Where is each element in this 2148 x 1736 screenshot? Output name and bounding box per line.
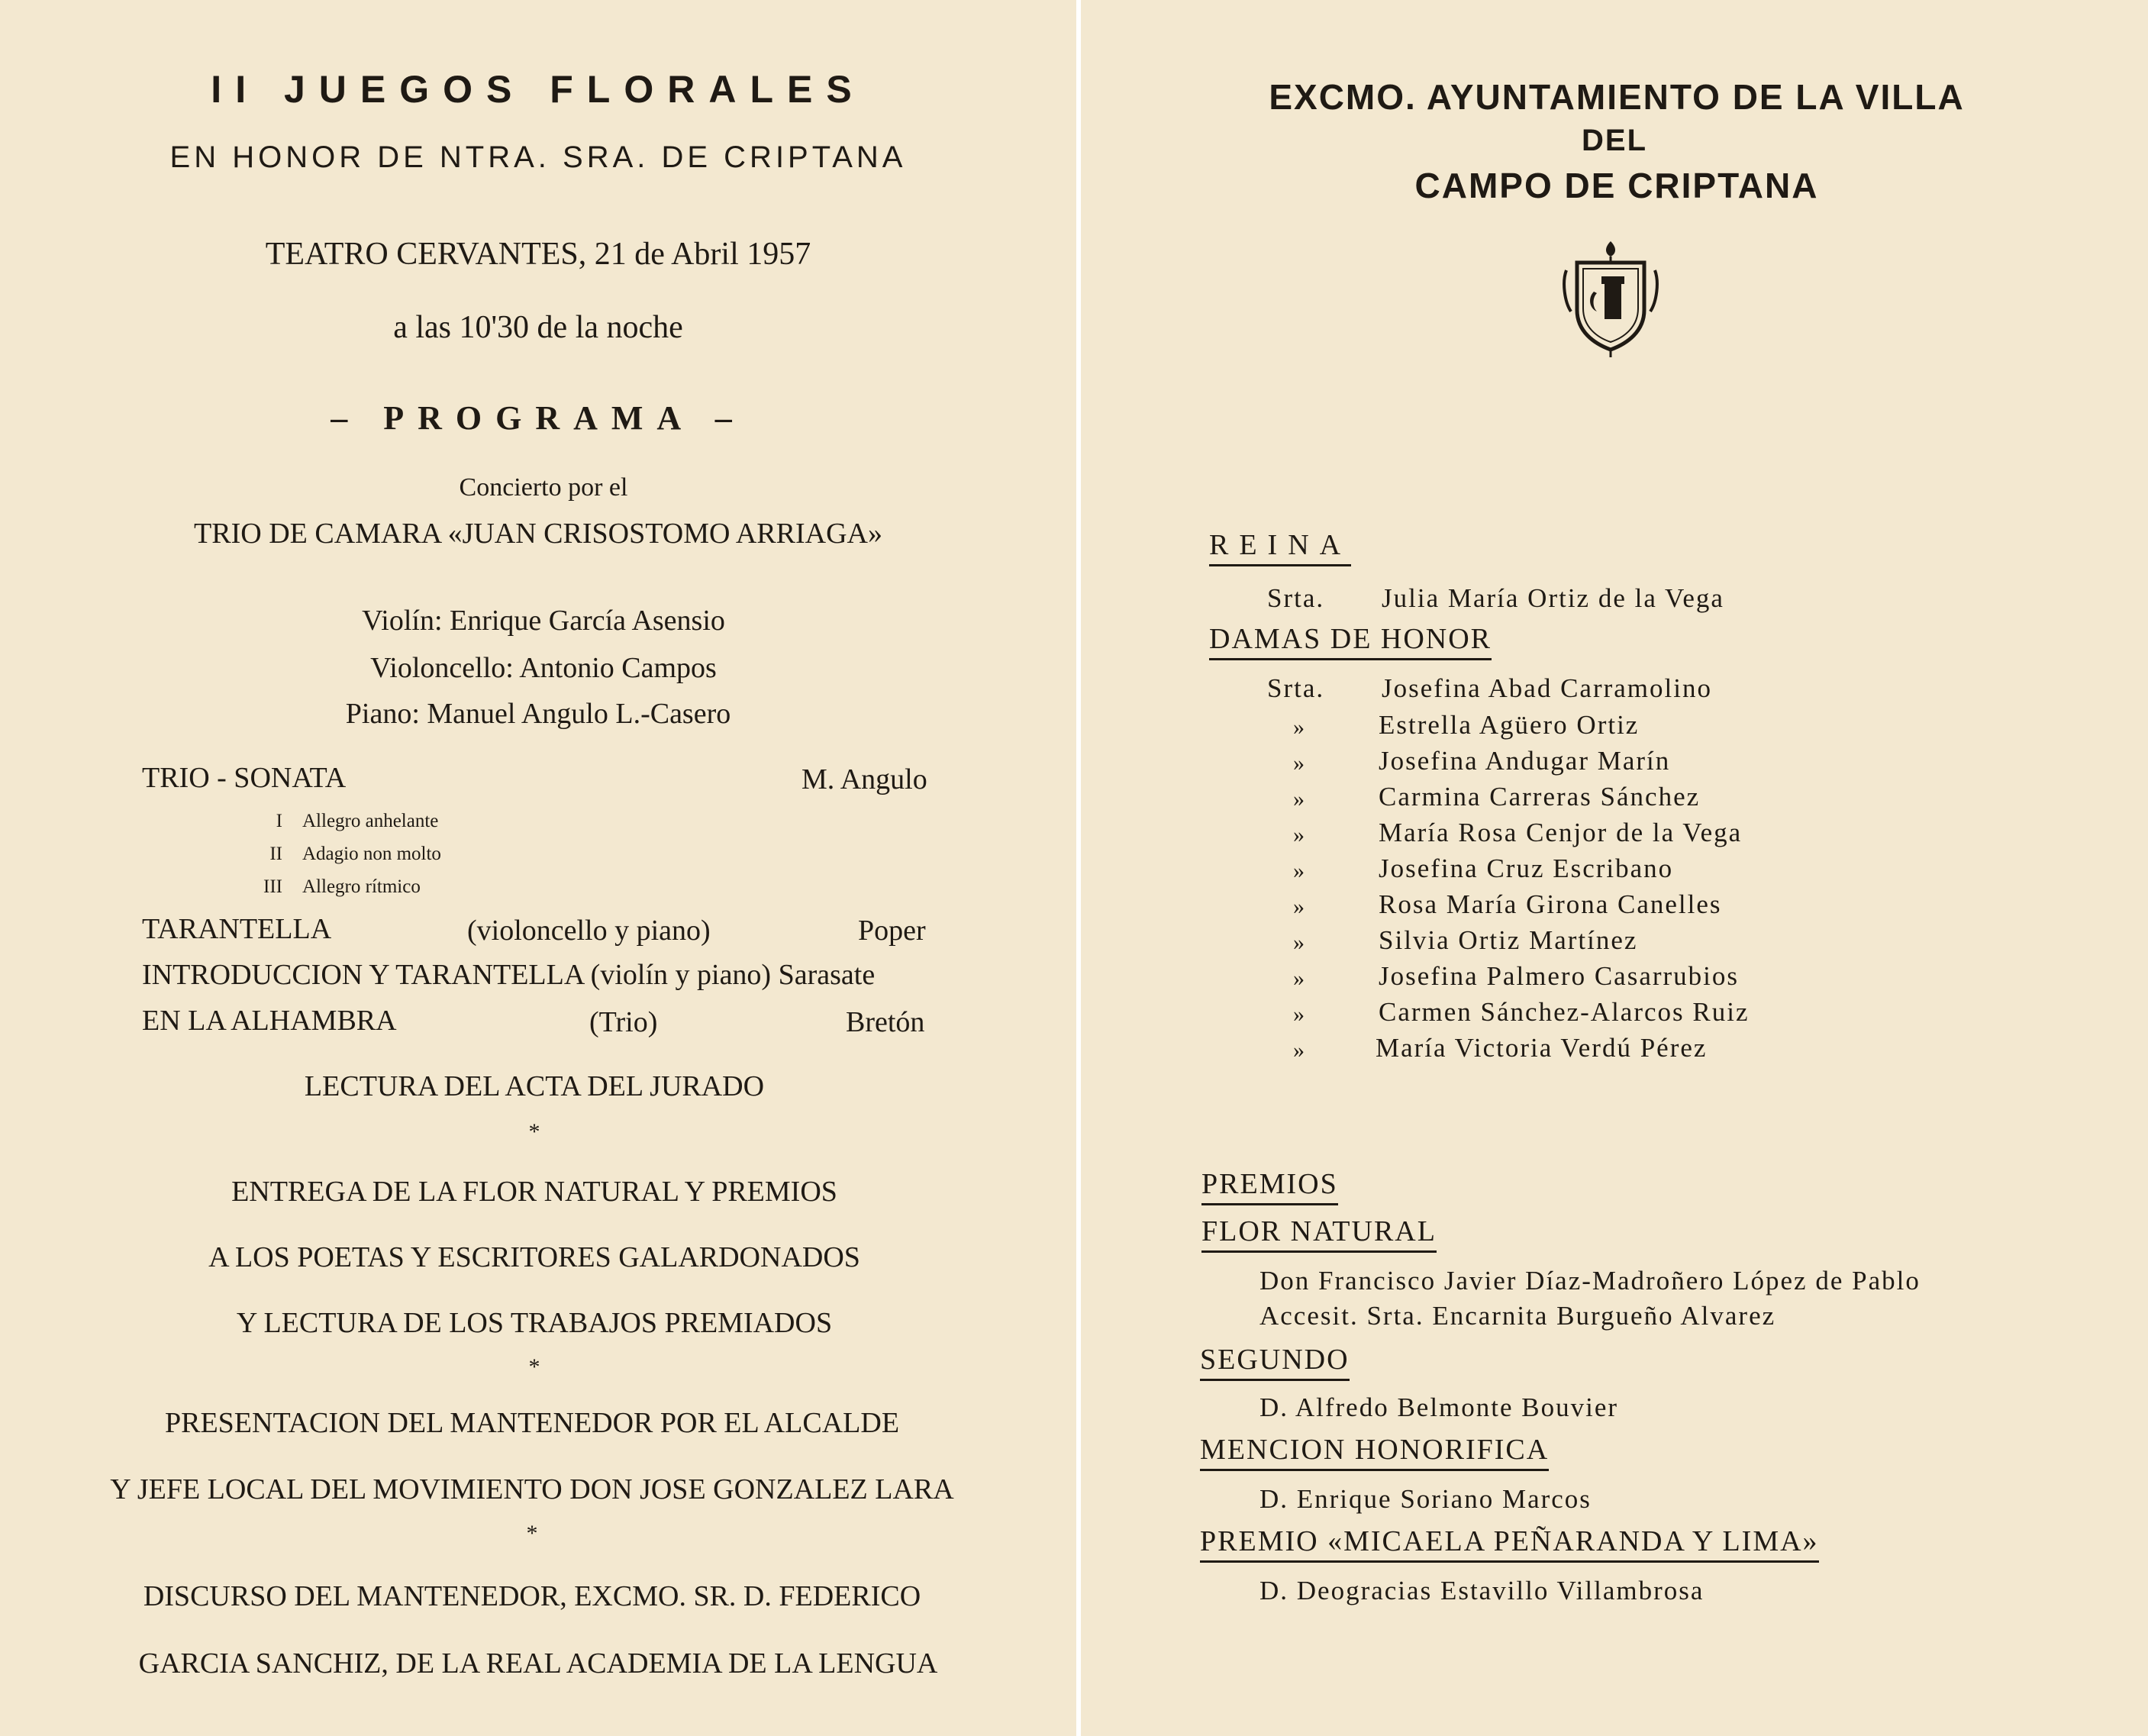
flor-natural-winner: Don Francisco Javier Díaz-Madroñero López de Pablo	[1259, 1266, 1921, 1296]
ditto-mark: »	[1293, 930, 1305, 955]
micaela-prize-heading: PREMIO «MICAELA PEÑARANDA Y LIMA»	[1200, 1527, 1819, 1563]
ditto-mark: »	[1293, 715, 1305, 740]
ditto-mark: »	[1293, 822, 1305, 847]
flor-natural-accesit: Accesit. Srta. Encarnita Burgueño Alvarez	[1259, 1301, 1776, 1331]
sonata-title: TRIO - SONATA	[142, 762, 347, 794]
entrega-line: ENTREGA DE LA FLOR NATURAL Y PREMIOS	[231, 1176, 837, 1208]
separator-star: *	[528, 1354, 540, 1379]
council-header: EXCMO. AYUNTAMIENTO DE LA VILLA	[1269, 77, 1965, 117]
piece-title: TARANTELLA	[142, 913, 332, 945]
dama-name: María Victoria Verdú Pérez	[1376, 1033, 1708, 1063]
separator-star: *	[528, 1119, 540, 1144]
event-time: a las 10'30 de la noche	[393, 310, 683, 345]
reina-title: Srta.	[1267, 583, 1325, 613]
ditto-mark: »	[1293, 966, 1305, 991]
ditto-mark: »	[1293, 858, 1305, 883]
event-title: II JUEGOS FLORALES	[211, 68, 866, 111]
entrega-line: Y LECTURA DE LOS TRABAJOS PREMIADOS	[236, 1307, 833, 1339]
piece-line: INTRODUCCION Y TARANTELLA (violín y piano) Sarasate	[142, 959, 876, 991]
presentacion-line: PRESENTACION DEL MANTENEDOR POR EL ALCALDE	[164, 1407, 900, 1439]
dama-name: Estrella Agüero Ortiz	[1379, 710, 1640, 740]
dama-name: Rosa María Girona Canelles	[1379, 889, 1722, 919]
dama-name: María Rosa Cenjor de la Vega	[1379, 818, 1743, 847]
council-header-town: CAMPO DE CRIPTANA	[1414, 166, 1819, 205]
piece-instrumentation: (violoncello y piano)	[467, 915, 711, 947]
segundo-heading: SEGUNDO	[1200, 1345, 1350, 1381]
movement-number: I	[276, 811, 282, 831]
movement-name: Allegro anhelante	[302, 811, 439, 831]
musician-cello: Violoncello: Antonio Campos	[370, 652, 717, 684]
movement-name: Adagio non molto	[302, 844, 441, 864]
damas-title: Srta.	[1267, 673, 1325, 703]
musician-piano: Piano: Manuel Angulo L.-Casero	[345, 698, 731, 730]
piece-instrumentation: (Trio)	[589, 1006, 658, 1038]
ditto-mark: »	[1293, 786, 1305, 812]
lectura-acta: LECTURA DEL ACTA DEL JURADO	[304, 1070, 765, 1102]
dama-name: Josefina Andugar Marín	[1379, 746, 1671, 776]
movement-name: Allegro rítmico	[302, 876, 421, 897]
piece-composer: Bretón	[846, 1006, 925, 1038]
dama-name: Josefina Cruz Escribano	[1379, 853, 1674, 883]
discurso-line: GARCIA SANCHIZ, DE LA REAL ACADEMIA DE LA LENGUA	[138, 1647, 938, 1680]
entrega-line: A LOS POETAS Y ESCRITORES GALARDONADOS	[208, 1241, 860, 1273]
dama-name: Josefina Abad Carramolino	[1382, 673, 1712, 703]
programa-heading: – PROGRAMA –	[331, 399, 746, 437]
dama-name: Carmina Carreras Sánchez	[1379, 782, 1701, 812]
presentacion-line: Y JEFE LOCAL DEL MOVIMIENTO DON JOSE GONZALEZ LARA	[110, 1473, 954, 1505]
movement-number: III	[263, 876, 282, 897]
council-header-del: DEL	[1582, 124, 1647, 157]
ditto-mark: »	[1293, 750, 1305, 776]
dama-name: Josefina Palmero Casarrubios	[1379, 961, 1740, 991]
separator-star: *	[526, 1521, 538, 1546]
coat-of-arms-icon	[1560, 237, 1661, 359]
movement-number: II	[269, 844, 282, 864]
segundo-winner: D. Alfredo Belmonte Bouvier	[1259, 1392, 1619, 1422]
venue-date: TEATRO CERVANTES, 21 de Abril 1957	[265, 237, 811, 272]
mencion-winner: D. Enrique Soriano Marcos	[1259, 1484, 1592, 1514]
concert-intro: Concierto por el	[459, 473, 628, 502]
mencion-heading: MENCION HONORIFICA	[1200, 1435, 1549, 1471]
dama-name: Silvia Ortiz Martínez	[1379, 925, 1638, 955]
ditto-mark: »	[1293, 1002, 1305, 1027]
reina-heading: REINA	[1209, 531, 1351, 566]
premios-heading: PREMIOS	[1201, 1170, 1338, 1205]
event-subtitle: EN HONOR DE NTRA. SRA. DE CRIPTANA	[169, 140, 907, 174]
ensemble-name: TRIO DE CAMARA «JUAN CRISOSTOMO ARRIAGA»	[194, 518, 882, 550]
dama-name: Carmen Sánchez-Alarcos Ruiz	[1379, 997, 1750, 1027]
ditto-mark: »	[1293, 894, 1305, 919]
reina-name: Julia María Ortiz de la Vega	[1382, 583, 1724, 613]
discurso-line: DISCURSO DEL MANTENEDOR, EXCMO. SR. D. FEDERICO	[143, 1580, 921, 1612]
musician-violin: Violín: Enrique García Asensio	[362, 605, 725, 637]
sonata-composer: M. Angulo	[801, 763, 927, 795]
micaela-prize-winner: D. Deogracias Estavillo Villambrosa	[1259, 1576, 1705, 1605]
flor-natural-heading: FLOR NATURAL	[1201, 1217, 1437, 1253]
piece-title: EN LA ALHAMBRA	[142, 1005, 397, 1037]
ditto-mark: »	[1293, 1037, 1305, 1063]
damas-heading: DAMAS DE HONOR	[1209, 624, 1492, 660]
piece-composer: Poper	[858, 915, 926, 947]
